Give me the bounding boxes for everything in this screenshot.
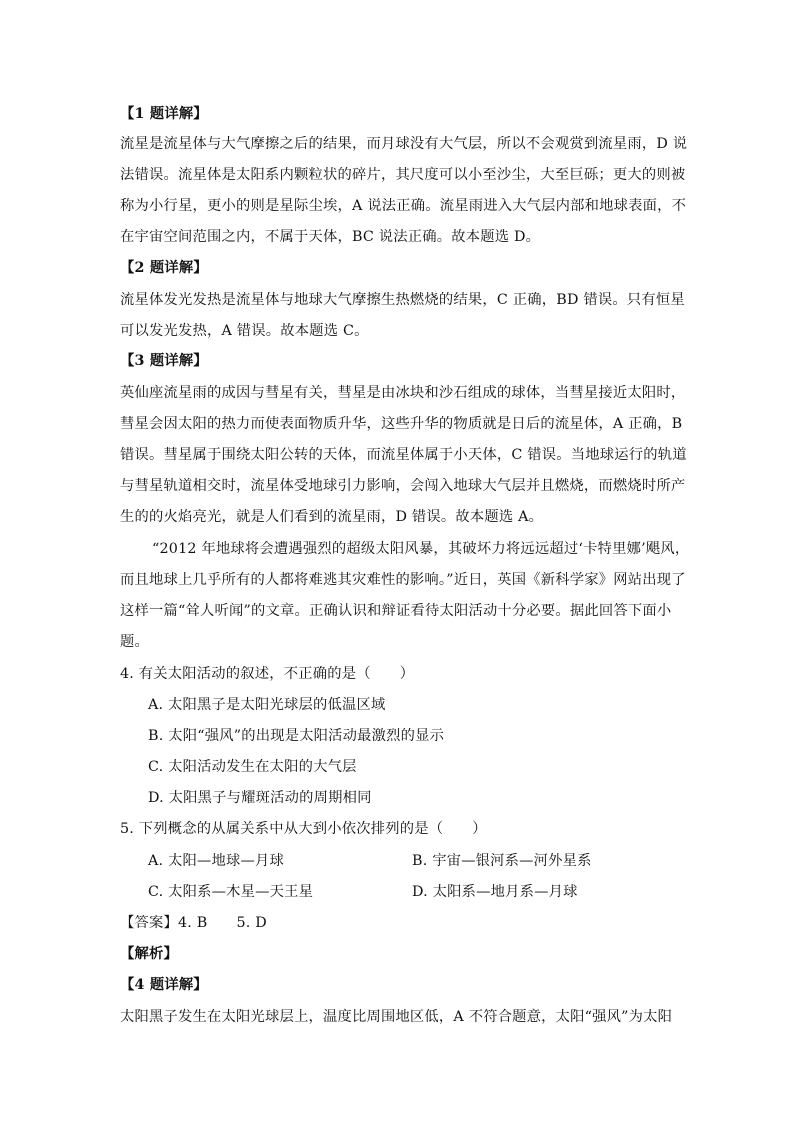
question-5-option-d: D. 太阳系—地月系—月球	[412, 884, 578, 900]
paragraph-line: 太阳黑子发生在太阳光球层上，温度比周围地区低，A 不符合题意，太阳“强风”为太阳	[120, 1009, 673, 1025]
paragraph-line: 在宇宙空间范围之内，不属于天体，BC 说法正确。故本题选 D。	[120, 229, 541, 245]
section-heading-q1: 【1 题详解】	[120, 106, 208, 122]
section-heading-q2: 【2 题详解】	[120, 260, 208, 276]
question-5-stem: 5. 下列概念的从属关系中从大到小依次排列的是（ ）	[120, 821, 487, 837]
passage-line: 题。	[120, 634, 149, 650]
passage-line: 而且地球上几乎所有的人都将难逃其灾难性的影响。”近日，英国《新科学家》网站出现了	[120, 572, 686, 588]
section-heading-q3: 【3 题详解】	[120, 353, 208, 369]
question-4-option-c: C. 太阳活动发生在太阳的大气层	[148, 759, 357, 775]
paragraph-line: 法错误。流星体是太阳系内颗粒状的碎片，其尺度可以小至沙尘，大至巨砾；更大的则被	[120, 167, 686, 183]
paragraph-line: 可以发光发热，A 错误。故本题选 C。	[120, 323, 369, 339]
paragraph-line: 英仙座流星雨的成因与彗星有关，彗星是由冰块和沙石组成的球体，当彗星接近太阳时，	[120, 385, 686, 401]
paragraph-line: 生的的火焰亮光，就是人们看到的流星雨，D 错误。故本题选 A。	[120, 509, 544, 525]
paragraph-line: 流星体发光发热是流星体与地球大气摩擦生热燃烧的结果，C 正确，BD 错误。只有恒星	[120, 292, 685, 308]
analysis-heading: 【解析】	[120, 946, 178, 962]
section-heading-q4: 【4 题详解】	[120, 977, 208, 993]
passage-line: 这样一篇“耸人听闻”的文章。正确认识和辩证看待太阳活动十分必要。据此回答下面小	[120, 603, 672, 619]
question-5-option-c: C. 太阳系—木星—天王星	[148, 884, 314, 900]
paragraph-line: 与彗星轨道相交时，流星体受地球引力影响，会闯入地球大气层并且燃烧，而燃烧时所产	[120, 478, 686, 494]
question-4-option-b: B. 太阳“强风”的出现是太阳活动最激烈的显示	[148, 728, 445, 744]
question-5-option-b: B. 宇宙—银河系—河外星系	[412, 853, 592, 869]
paragraph-line: 彗星会因太阳的热力而使表面物质升华，这些升华的物质就是日后的流星体，A 正确，B	[120, 416, 683, 432]
question-4-option-a: A. 太阳黑子是太阳光球层的低温区域	[148, 697, 386, 713]
question-5-option-a: A. 太阳—地球—月球	[148, 853, 284, 869]
paragraph-line: 称为小行星，更小的则是星际尘埃，A 说法正确。流星雨进入大气层内部和地球表面，不	[120, 198, 687, 214]
passage-line: “2012 年地球将会遭遇强烈的超级太阳风暴，其破坏力将远远超过‘卡特里娜’飓风，	[152, 541, 690, 557]
question-4-stem: 4. 有关太阳活动的叙述，不正确的是（ ）	[120, 666, 415, 682]
answer-line: 【答案】4. B 5. D	[120, 915, 267, 931]
question-4-option-d: D. 太阳黑子与耀斑活动的周期相同	[148, 790, 372, 806]
paragraph-line: 流星是流星体与大气摩擦之后的结果，而月球没有大气层，所以不会观赏到流星雨，D 说	[120, 136, 688, 152]
paragraph-line: 错误。彗星属于围绕太阳公转的天体，而流星体属于小天体，C 错误。当地球运行的轨道	[120, 447, 687, 463]
